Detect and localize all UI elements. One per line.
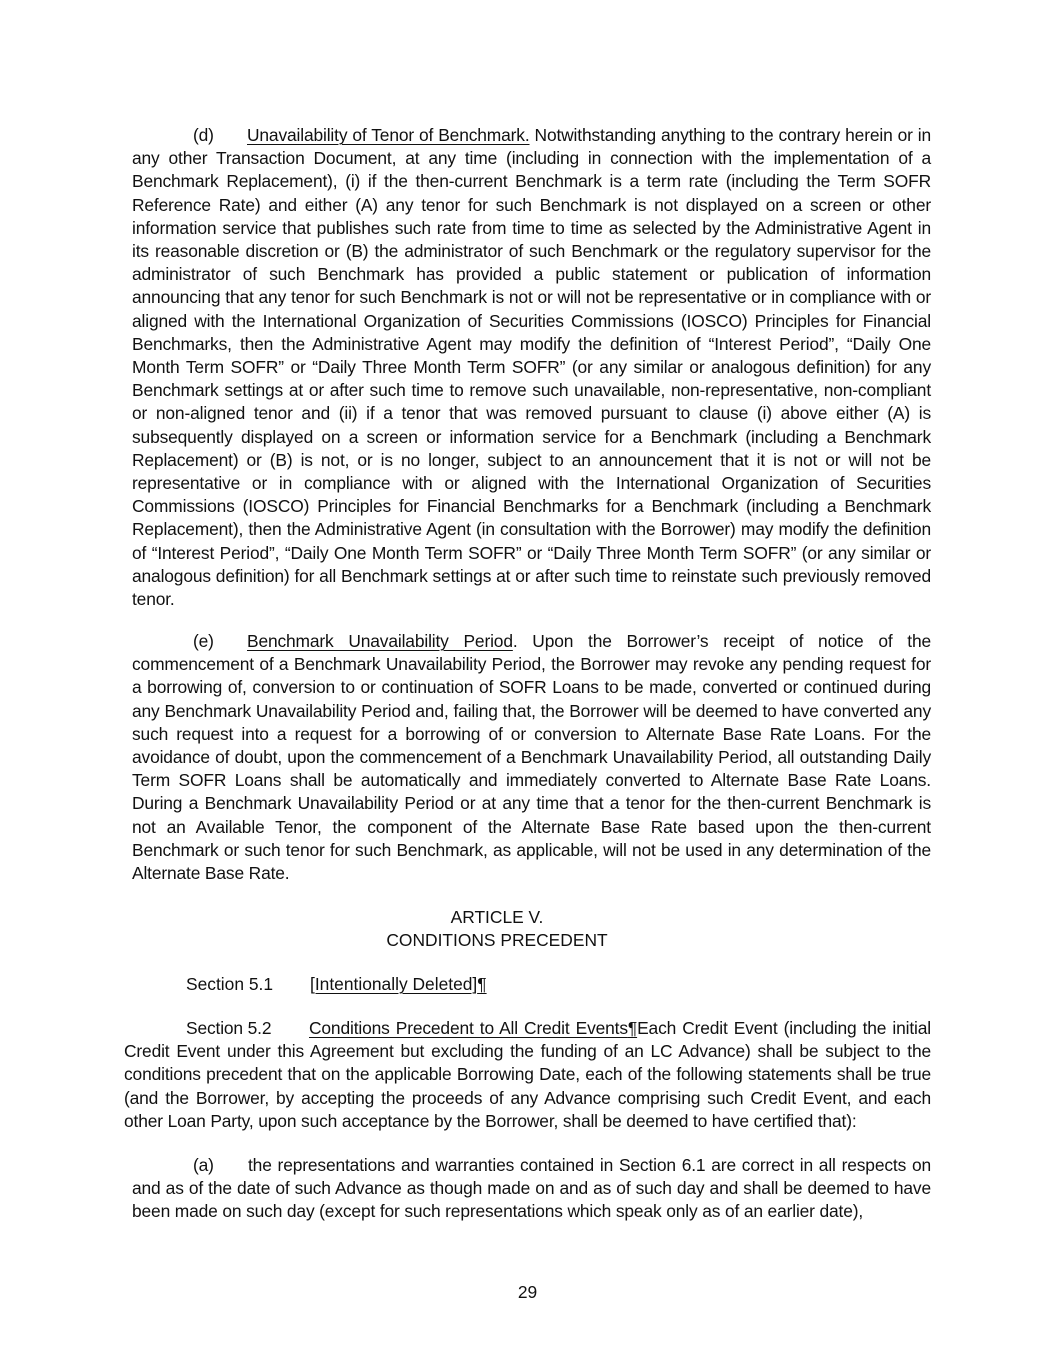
paragraph-a-marker: (a) xyxy=(193,1155,214,1175)
section-5-2 xyxy=(124,1017,931,1133)
paragraph-e-heading-punct: . xyxy=(512,631,518,651)
paragraph-d-heading: Unavailability of Tenor of Benchmark. xyxy=(247,125,530,145)
section-5-1-number: Section 5.1 xyxy=(186,974,274,994)
section-5-1-heading xyxy=(310,974,487,994)
section-5-2-number: Section 5.2 xyxy=(186,1018,272,1038)
article-number: ARTICLE V. xyxy=(450,907,544,927)
section-5-1-heading-text: [Intentionally Deleted] xyxy=(310,974,478,994)
section-5-2-body: Each Credit Event (including the initial Credit Event under this Agreement but excluding the funding of an LC Advance) shall be subject to the conditions precedent that on the applicable Borrowing Date, each of the following statements shall be true (and the Borrower, by accepting the proceeds of any Advance comprising such Credit Event, and each other Loan Party, upon such acceptance by the Borrower, shall be deemed to have certified that): xyxy=(124,1018,931,1131)
section-5-2-heading-text: Conditions Precedent to All Credit Events xyxy=(309,1018,628,1038)
section-5-2-pilcrow: ¶ xyxy=(627,1018,638,1038)
paragraph-e-heading: Benchmark Unavailability Period xyxy=(247,631,513,651)
paragraph-e xyxy=(132,630,931,885)
section-5-1 xyxy=(186,973,487,996)
article-title: CONDITIONS PRECEDENT xyxy=(386,930,608,950)
section-5-1-pilcrow: ¶ xyxy=(477,974,487,994)
page-number: 29 xyxy=(517,1282,538,1302)
paragraph-e-marker: (e) xyxy=(193,631,214,651)
paragraph-a xyxy=(132,1154,931,1224)
paragraph-d-body: Notwithstanding anything to the contrary herein or in any other Transaction Document, at any time (including in connection with the implementation of a Benchmark Replacement), (i) if the then-current Benchmark is a term rate (including the Term SOFR Reference Rate) and either (A) any tenor for such Benchmark is not displayed on a screen or other information service that publishes such rate from time to time as selected by the Administrative Agent in its reasonable discretion or (B) the administrator of such Benchmark or the regulatory supervisor for the administrator of such Benchmark has provided a public statement or publication of information announcing that any tenor for such Benchmark is not or will not be representative or in compliance with or aligned with the International Organization of Securities Commissions (IOSCO) Principles for Financial Benchmarks, then the Administrative Agent may modify the definition of “Interest Period”, “Daily One Month Term SOFR” or “Daily Three Month Term SOFR” (or any similar or analogous definition) for any Benchmark settings at or after such time to remove such unavailable, non-representative, non-compliant or non-aligned tenor and (ii) if a tenor that was removed pursuant to clause (i) above either (A) is subsequently displayed on a screen or information service for a Benchmark (including a Benchmark Replacement) or (B) is not, or is no longer, subject to an announcement that it is not or will not be representative or in compliance with or aligned with the International Organization of Securities Commissions (IOSCO) Principles for Financial Benchmarks for a Benchmark (including a Benchmark Replacement), then the Administrative Agent (in consultation with the Borrower) may modify the definition of “Interest Period”, “Daily One Month Term SOFR” or “Daily Three Month Term SOFR” (or any similar or analogous definition) for all Benchmark settings at or after such time to reinstate such previously removed tenor. xyxy=(132,125,932,610)
paragraph-d-marker: (d) xyxy=(193,125,214,145)
section-5-2-heading xyxy=(309,1018,637,1038)
paragraph-e-body: Upon the Borrower’s receipt of notice of the commencement of a Benchmark Unavailability Period, the Borrower may revoke any pending request for a borrowing of, conversion to or continuation of SOFR Loans to be made, converted or continued during any Benchmark Unavailability Period and, failing that, the Borrower will be deemed to have converted any such request into a request for a borrowing of or conversion to Alternate Base Rate Loans. For the avoidance of doubt, upon the commencement of a Benchmark Unavailability Period, all outstanding Daily Term SOFR Loans shall be automatically and immediately converted to Alternate Base Rate Loans. During a Benchmark Unavailability Period or at any time that a tenor for the then-current Benchmark is not an Available Tenor, the component of the Alternate Base Rate based upon the then-current Benchmark or such tenor for such Benchmark, as applicable, will not be used in any determination of the Alternate Base Rate. xyxy=(132,631,931,884)
paragraph-d xyxy=(132,124,931,611)
paragraph-a-body: the representations and warranties contained in Section 6.1 are correct in all respects on and as of the date of such Advance as though made on and as of such day and shall be deemed to have been made on such day (except for such representations which speak only as of an earlier date), xyxy=(132,1155,931,1222)
